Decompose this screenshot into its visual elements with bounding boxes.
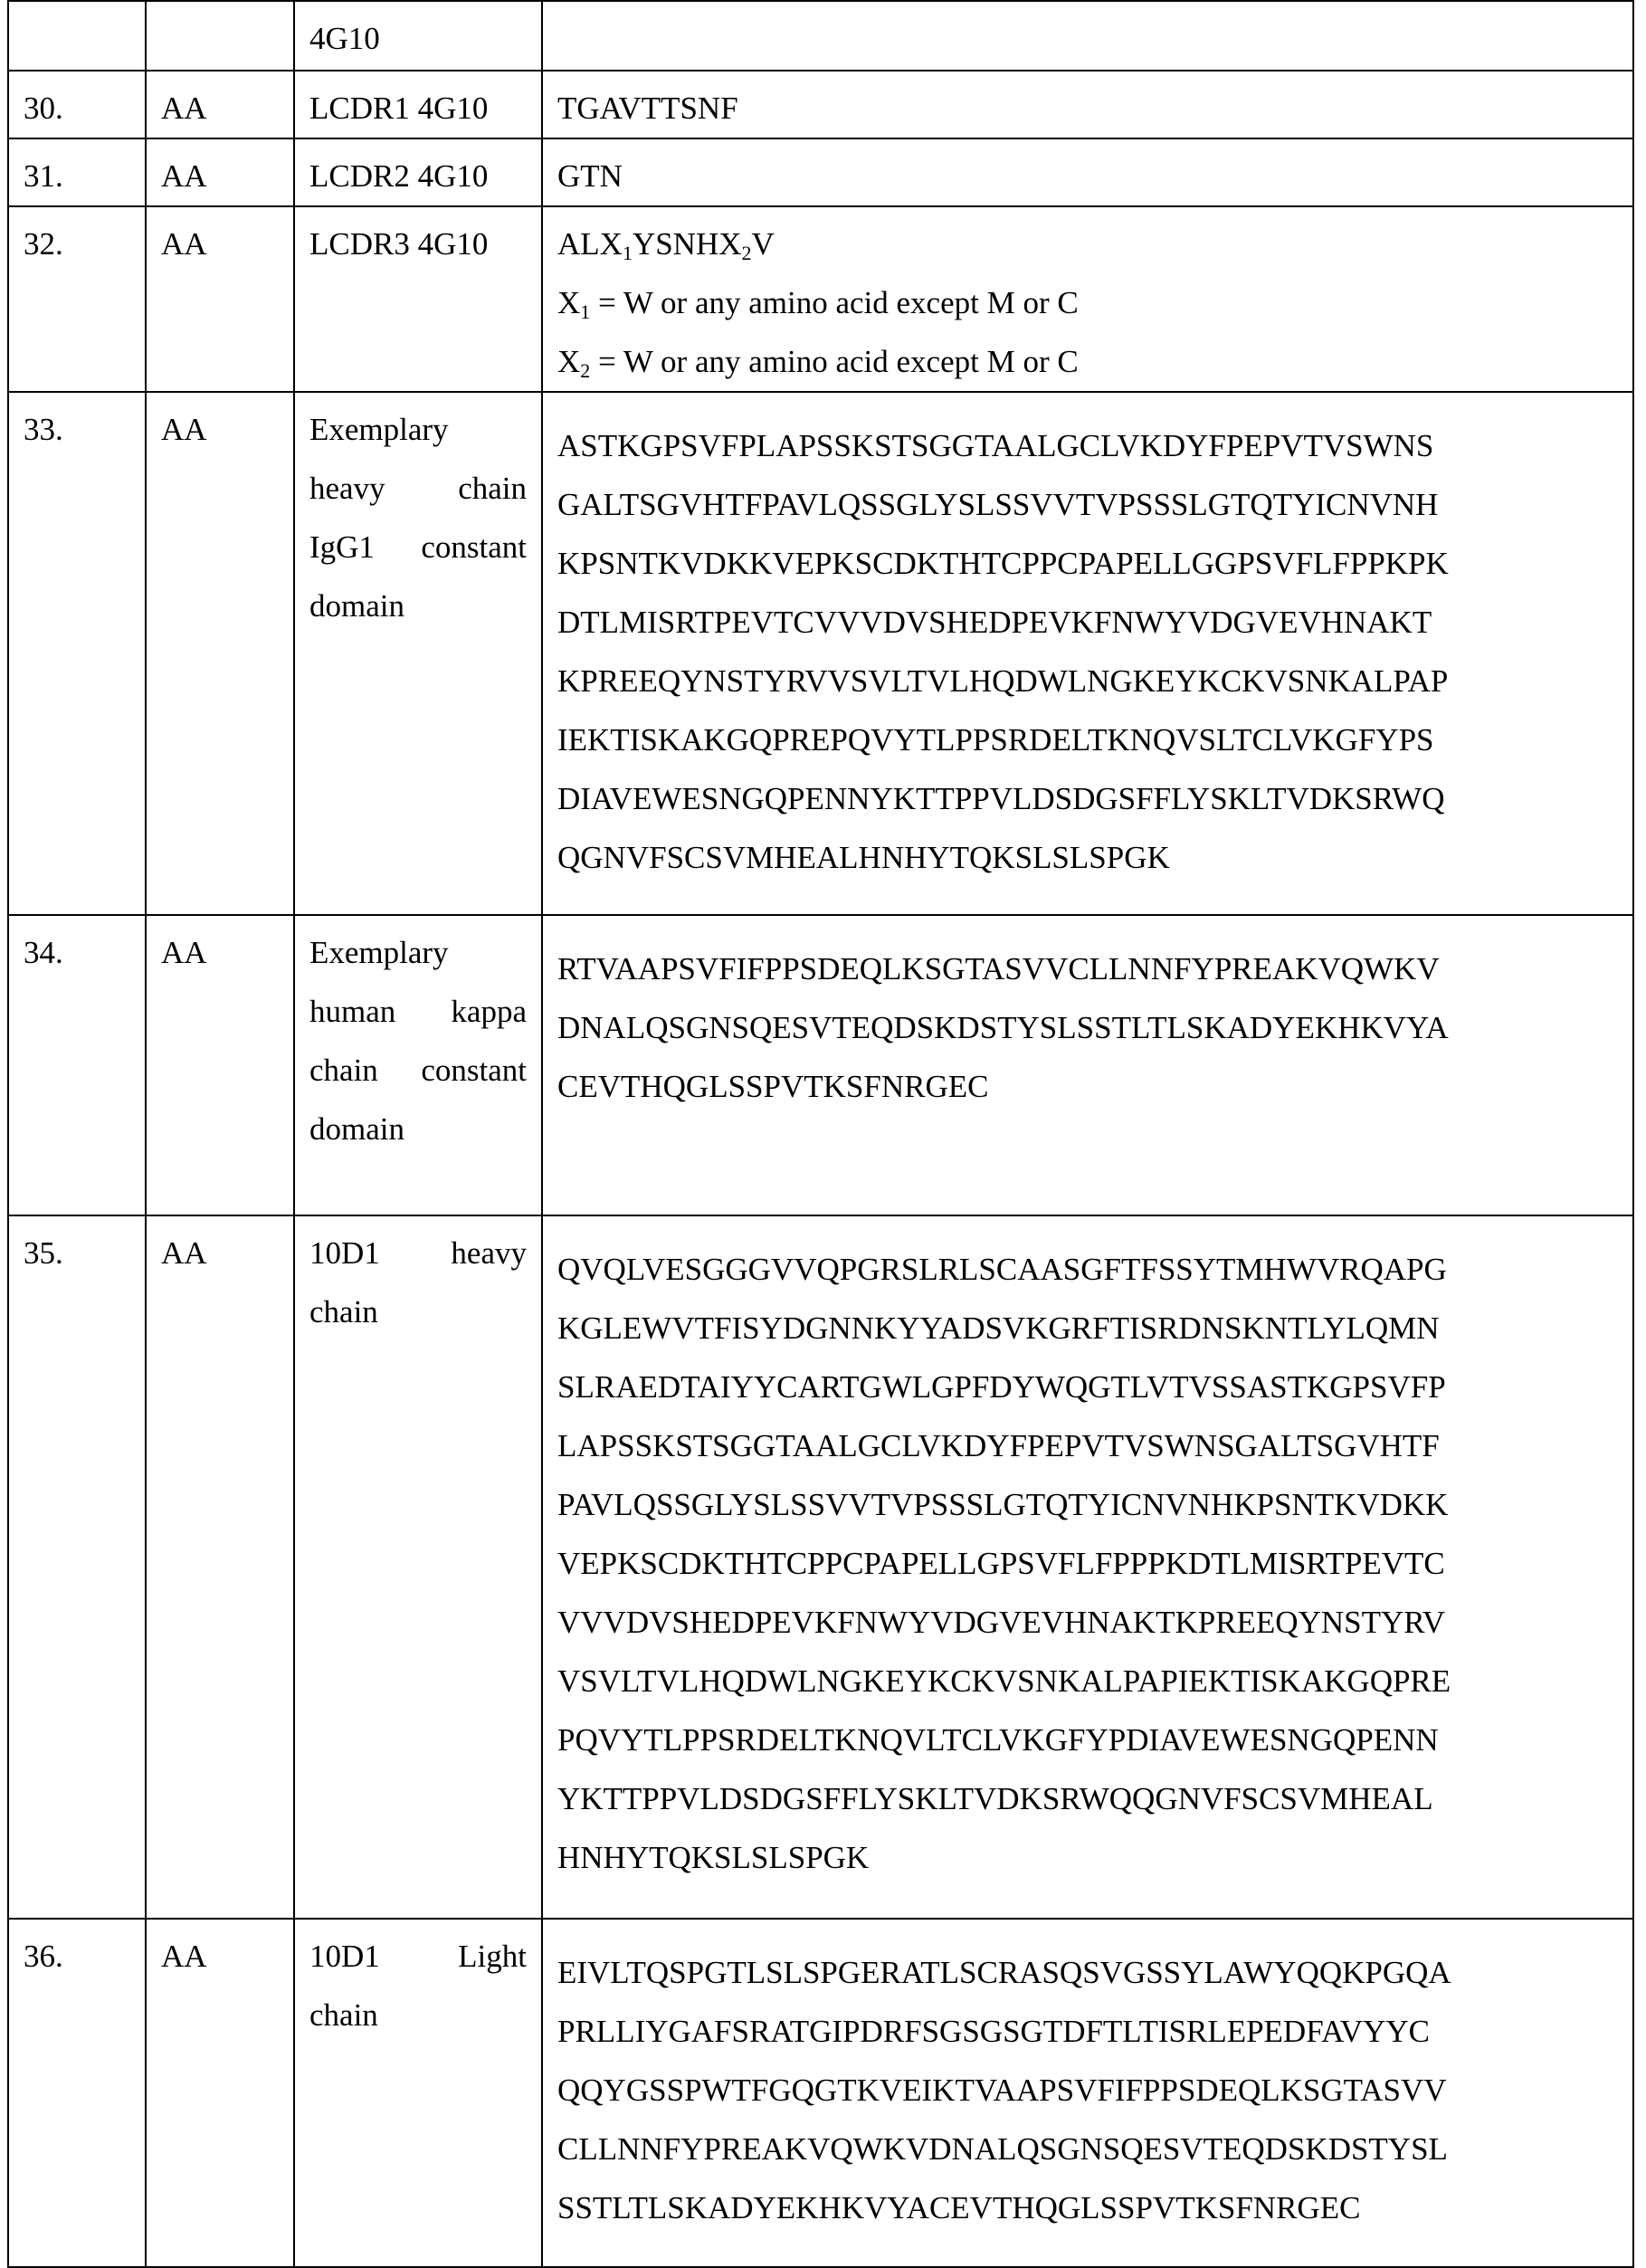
table-row bbox=[8, 1, 1633, 71]
seq-id-cell: 33. bbox=[8, 392, 146, 915]
sequence-line: DIAVEWESNGQPENNYKTTPPVLDSDGSFFLYSKLTVDKSRWQ bbox=[557, 769, 1618, 828]
type-cell bbox=[146, 1, 294, 71]
sequence-cell bbox=[542, 1919, 1633, 2267]
seq-id-cell: 36. bbox=[8, 1919, 146, 2267]
sequence-line: CLLNNFYPREAKVQWKVDNALQSGNSQESVTEQDSKDSTYSL bbox=[557, 2120, 1618, 2178]
table-row bbox=[8, 1215, 1633, 1919]
sequence-text bbox=[557, 939, 1618, 1116]
description-cell: 10D1 Light chain bbox=[294, 1919, 542, 2267]
table-row bbox=[8, 392, 1633, 915]
sequence-text bbox=[557, 1943, 1618, 2237]
sequence-cell bbox=[542, 206, 1633, 392]
description-cell: 10D1 heavy chain bbox=[294, 1215, 542, 1919]
table-row bbox=[8, 1919, 1633, 2267]
sequence-text bbox=[557, 1240, 1618, 1887]
sequence-cell bbox=[542, 392, 1633, 915]
table-row bbox=[8, 915, 1633, 1215]
sequence-line: VVVDVSHEDPEVKFNWYVDGVEVHNAKTKPREEQYNSTYRV bbox=[557, 1593, 1618, 1652]
table-row bbox=[8, 71, 1633, 138]
sequence-line: VSVLTVLHQDWLNGKEYKCKVSNKALPAPIEKTISKAKGQPRE bbox=[557, 1652, 1618, 1711]
sequence-line: YKTTPPVLDSDGSFFLYSKLTVDKSRWQQGNVFSCSVMHEAL bbox=[557, 1769, 1618, 1828]
sequence-line: SLRAEDTAIYYCARTGWLGPFDYWQGTLVTVSSASTKGPSVFP bbox=[557, 1358, 1618, 1416]
definition-text: = W or any amino acid except M or C bbox=[590, 285, 1078, 320]
formula-part: 1 bbox=[623, 242, 633, 264]
sequence-cell bbox=[542, 1215, 1633, 1919]
formula-part: YSNHX bbox=[633, 226, 742, 262]
description-cell: 4G10 bbox=[294, 1, 542, 71]
sequence-line: PRLLIYGAFSRATGIPDRFSGSGSGTDFTLTISRLEPEDFAVYYC bbox=[557, 2002, 1618, 2061]
sequence-line: PQVYTLPPSRDELTKNQVLTCLVKGFYPDIAVEWESNGQPENN bbox=[557, 1711, 1618, 1769]
description-cell: LCDR2 4G10 bbox=[294, 138, 542, 206]
sequence-line: SSTLTLSKADYEKHKVYACEVTHQGLSSPVTKSFNRGEC bbox=[557, 2178, 1618, 2237]
type-cell: AA bbox=[146, 138, 294, 206]
type-cell: AA bbox=[146, 1215, 294, 1919]
seq-id-cell: 31. bbox=[8, 138, 146, 206]
type-cell: AA bbox=[146, 392, 294, 915]
sequence-line: RTVAAPSVFIFPPSDEQLKSGTASVVCLLNNFYPREAKVQWKV bbox=[557, 939, 1618, 998]
type-cell: AA bbox=[146, 1919, 294, 2267]
sequence-line: KGLEWVTFISYDGNNKYYADSVKGRFTISRDNSKNTLYLQMN bbox=[557, 1299, 1618, 1358]
seq-id-cell: 35. bbox=[8, 1215, 146, 1919]
sequence-line: EIVLTQSPGTLSLSPGERATLSCRASQSVGSSYLAWYQQKPGQA bbox=[557, 1943, 1618, 2002]
seq-id-cell: 32. bbox=[8, 206, 146, 392]
table-row bbox=[8, 138, 1633, 206]
sequence-cell: GTN bbox=[542, 138, 1633, 206]
sequence-line: VEPKSCDKTHTCPPCPAPELLGPSVFLFPPPKDTLMISRTPEVTC bbox=[557, 1534, 1618, 1593]
sequence-line: GALTSGVHTFPAVLQSSGLYSLSSVVTVPSSSLGTQTYICNVNH bbox=[557, 475, 1618, 534]
formula-part: V bbox=[752, 226, 775, 262]
sequence-line: QQYGSSPWTFGQGTKVEIKTVAAPSVFIFPPSDEQLKSGTASVV bbox=[557, 2061, 1618, 2120]
type-cell: AA bbox=[146, 71, 294, 138]
sequence-line: QGNVFSCSVMHEALHNHYTQKSLSLSPGK bbox=[557, 828, 1618, 887]
seq-id-cell bbox=[8, 1, 146, 71]
sequence-table bbox=[7, 0, 1634, 2268]
description-cell: Exemplary human kappa chain constant domain bbox=[294, 915, 542, 1215]
sequence-text bbox=[557, 416, 1618, 887]
variable-subscript: 1 bbox=[580, 300, 590, 323]
formula-part: ALX bbox=[557, 226, 623, 262]
sequence-line: IEKTISKAKGQPREPQVYTLPPSRDELTKNQVSLTCLVKGFYPS bbox=[557, 710, 1618, 769]
sequence-line: LAPSSKSTSGGTAALGCLVKDYFPEPVTVSWNSGALTSGVHTF bbox=[557, 1416, 1618, 1475]
sequence-cell bbox=[542, 915, 1633, 1215]
variable: X bbox=[557, 344, 580, 379]
type-cell: AA bbox=[146, 206, 294, 392]
sequence-formula bbox=[557, 214, 1618, 273]
sequence-line: KPSNTKVDKKVEPKSCDKTHTCPPCPAPELLGGPSVFLFPPKPK bbox=[557, 534, 1618, 593]
sequence-line: HNHYTQKSLSLSPGK bbox=[557, 1828, 1618, 1887]
sequence-cell: TGAVTTSNF bbox=[542, 71, 1633, 138]
description-cell: LCDR1 4G10 bbox=[294, 71, 542, 138]
sequence-line: PAVLQSSGLYSLSSVVTVPSSSLGTQTYICNVNHKPSNTKVDKK bbox=[557, 1475, 1618, 1534]
formula-part: 2 bbox=[742, 242, 752, 264]
seq-id-cell: 34. bbox=[8, 915, 146, 1215]
seq-id-cell: 30. bbox=[8, 71, 146, 138]
sequence-cell bbox=[542, 1, 1633, 71]
sequence-line: DTLMISRTPEVTCVVVDVSHEDPEVKFNWYVDGVEVHNAKT bbox=[557, 593, 1618, 652]
variable-subscript: 2 bbox=[580, 359, 590, 382]
description-cell: Exemplary heavy chain IgG1 constant domain bbox=[294, 392, 542, 915]
table-row bbox=[8, 206, 1633, 392]
definition-text: = W or any amino acid except M or C bbox=[590, 344, 1078, 379]
variable: X bbox=[557, 285, 580, 320]
variable-definition bbox=[557, 332, 1618, 391]
variable-definition bbox=[557, 273, 1618, 332]
sequence-line: DNALQSGNSQESVTEQDSKDSTYSLSSTLTLSKADYEKHKVYA bbox=[557, 998, 1618, 1057]
sequence-line: QVQLVESGGGVVQPGRSLRLSCAASGFTFSSYTMHWVRQAPG bbox=[557, 1240, 1618, 1299]
description-cell: LCDR3 4G10 bbox=[294, 206, 542, 392]
type-cell: AA bbox=[146, 915, 294, 1215]
sequence-line: KPREEQYNSTYRVVSVLTVLHQDWLNGKEYKCKVSNKALPAP bbox=[557, 652, 1618, 710]
sequence-line: ASTKGPSVFPLAPSSKSTSGGTAALGCLVKDYFPEPVTVSWNS bbox=[557, 416, 1618, 475]
sequence-line: CEVTHQGLSSPVTKSFNRGEC bbox=[557, 1057, 1618, 1116]
